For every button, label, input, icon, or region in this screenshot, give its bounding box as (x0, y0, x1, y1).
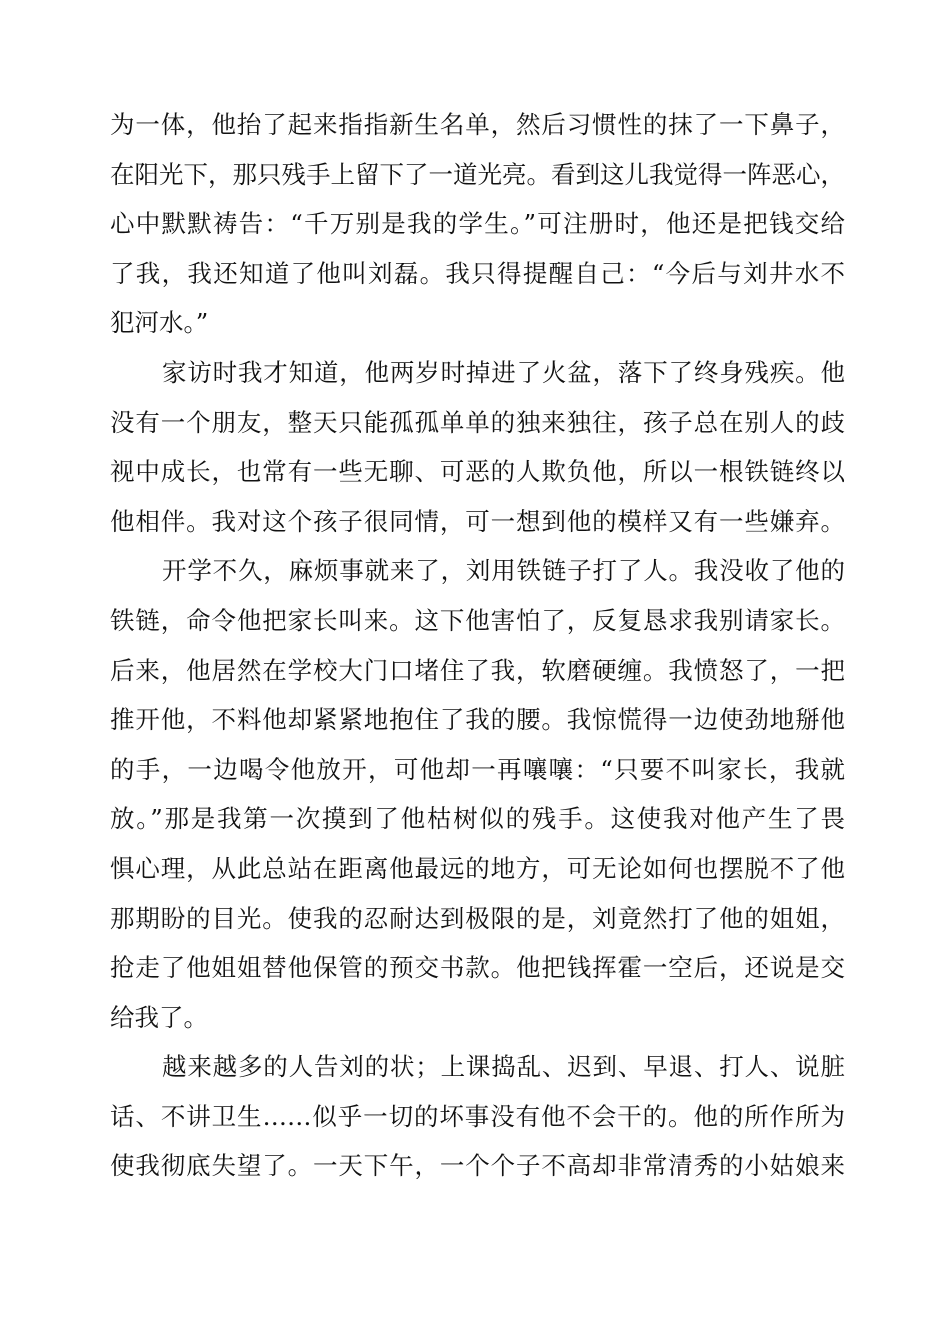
text-line: 话、不讲卫生……似乎一切的坏事没有他不会干的。他的所作所为 (110, 1101, 845, 1131)
paragraph-3 (110, 546, 845, 1042)
text-line: 那期盼的目光。使我的忍耐达到极限的是，刘竟然打了他的姐姐， (110, 903, 845, 933)
text-line: 铁链，命令他把家长叫来。这下他害怕了，反复恳求我别请家长。 (110, 605, 845, 635)
text-line: 了我，我还知道了他叫刘磊。我只得提醒自己：“今后与刘井水不 (110, 258, 845, 288)
text-line: 使我彻底失望了。一天下午，一个个子不高却非常清秀的小姑娘来 (110, 1151, 845, 1181)
text-line: 给我了。 (110, 1002, 208, 1032)
paragraph-1 (110, 100, 845, 348)
text-line: 推开他，不料他却紧紧地抱住了我的腰。我惊慌得一边使劲地掰他 (110, 705, 845, 735)
text-line: 后来，他居然在学校大门口堵住了我，软磨硬缠。我愤怒了，一把 (110, 655, 845, 685)
text-line: 为一体，他抬了起来指指新生名单，然后习惯性的抹了一下鼻子， (110, 110, 845, 139)
text-line: 惧心理，从此总站在距离他最远的地方，可无论如何也摆脱不了他 (110, 853, 845, 883)
text-line: 他相伴。我对这个孩子很同情，可一想到他的模样又有一些嫌弃。 (110, 506, 845, 536)
document-page (110, 100, 845, 1191)
text-line: 抢走了他姐姐替他保管的预交书款。他把钱挥霍一空后，还说是交 (110, 953, 845, 983)
text-line: 视中成长，也常有一些无聊、可恶的人欺负他，所以一根铁链终以 (110, 457, 845, 487)
text-line: 的手，一边喝令他放开，可他却一再嚷嚷：“只要不叫家长，我就 (110, 754, 845, 784)
text-line: 开学不久，麻烦事就来了，刘用铁链子打了人。我没收了他的 (162, 556, 845, 586)
text-line: 放。”那是我第一次摸到了他枯树似的残手。这使我对他产生了畏 (110, 804, 845, 834)
text-line: 家访时我才知道，他两岁时掉进了火盆，落下了终身残疾。他 (162, 357, 845, 387)
text-line: 心中默默祷告：“千万别是我的学生。”可注册时，他还是把钱交给 (110, 209, 845, 239)
text-line: 越来越多的人告刘的状；上课捣乱、迟到、早退、打人、说脏 (162, 1052, 845, 1082)
text-line: 在阳光下，那只残手上留下了一道光亮。看到这儿我觉得一阵恶心， (110, 159, 845, 189)
paragraph-2 (110, 348, 845, 546)
text-line: 犯河水。” (110, 308, 209, 338)
text-line: 没有一个朋友，整天只能孤孤单单的独来独往，孩子总在别人的歧 (110, 407, 845, 437)
paragraph-4 (110, 1042, 845, 1191)
